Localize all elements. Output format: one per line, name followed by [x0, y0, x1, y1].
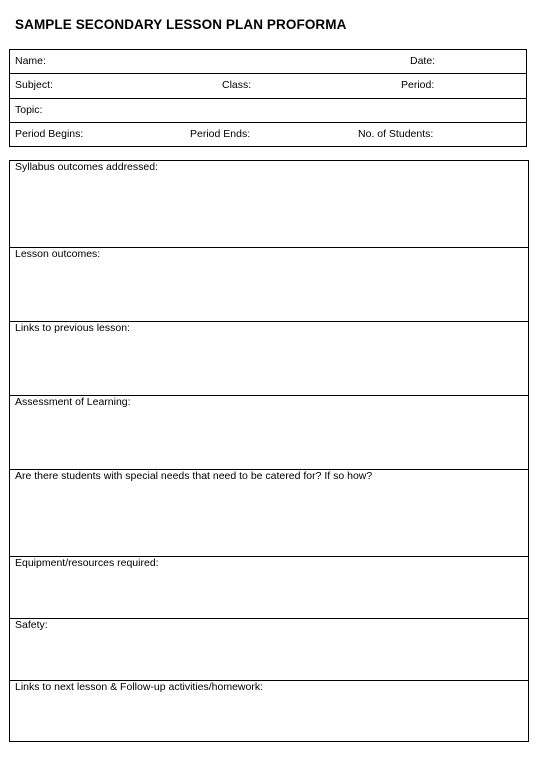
assessment-label: Assessment of Learning:	[15, 396, 131, 408]
lesson-outcomes-area[interactable]	[12, 263, 526, 319]
links-previous-lesson-area[interactable]	[12, 337, 526, 393]
safety-label: Safety:	[15, 619, 48, 631]
equipment-area[interactable]	[12, 572, 526, 616]
name-label: Name:	[15, 55, 46, 67]
syllabus-outcomes-label: Syllabus outcomes addressed:	[15, 161, 158, 173]
section-divider	[9, 618, 529, 619]
date-field[interactable]	[440, 50, 524, 72]
topic-field[interactable]	[48, 99, 524, 121]
class-label: Class:	[222, 79, 252, 91]
period-ends-label: Period Ends:	[190, 128, 251, 140]
links-next-lesson-area[interactable]	[12, 696, 526, 740]
period-begins-label: Period Begins:	[15, 128, 84, 140]
safety-area[interactable]	[12, 634, 526, 678]
special-needs-label: Are there students with special needs that need to be catered for? If so how?	[15, 470, 373, 482]
class-field[interactable]	[255, 74, 395, 97]
links-next-lesson-label: Links to next lesson & Follow-up activities/homework:	[15, 681, 264, 693]
syllabus-outcomes-area[interactable]	[12, 176, 526, 245]
students-label: No. of Students:	[358, 128, 434, 140]
name-field[interactable]	[50, 50, 400, 72]
page-title: SAMPLE SECONDARY LESSON PLAN PROFORMA	[15, 17, 347, 32]
period-begins-field[interactable]	[88, 123, 186, 145]
topic-label: Topic:	[15, 104, 43, 116]
assessment-area[interactable]	[12, 411, 526, 467]
period-label: Period:	[401, 79, 435, 91]
subject-label: Subject:	[15, 79, 53, 91]
lesson-outcomes-label: Lesson outcomes:	[15, 248, 101, 260]
period-field[interactable]	[440, 74, 524, 97]
special-needs-area[interactable]	[12, 485, 526, 554]
subject-field[interactable]	[58, 74, 218, 97]
period-ends-field[interactable]	[255, 123, 353, 145]
students-field[interactable]	[440, 123, 524, 145]
date-label: Date:	[410, 55, 436, 67]
links-previous-lesson-label: Links to previous lesson:	[15, 322, 130, 334]
equipment-label: Equipment/resources required:	[15, 557, 159, 569]
